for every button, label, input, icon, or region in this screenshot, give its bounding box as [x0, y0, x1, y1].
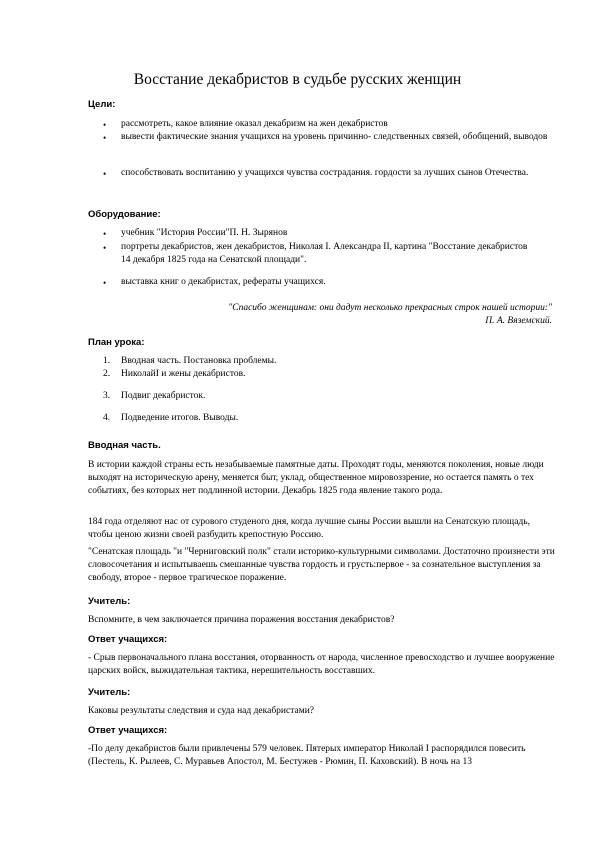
epigraph-author: П. А. Вяземский.: [485, 316, 552, 326]
students-answer-label: Ответ учащихся:: [88, 725, 168, 736]
students-answer-label: Ответ учащихся:: [88, 634, 168, 645]
page-title: Восстание декабристов в судьбе русских женщин: [133, 71, 462, 88]
students-answer-2: -По делу декабристов были привлечены 579 человек. Пятерых император Николай I распорядился повесить (Пестель, К. Рылеев, С. Муравьев Апостол, М. Бестужев - Рюмин, П. Каховский). В ночь на 13: [88, 744, 526, 767]
plan-item-number: 3.: [103, 391, 111, 401]
epigraph-quote: "Спасибо женщинам: они дадут несколько прекрасных строк нашей истории:": [228, 303, 552, 313]
plan-item-number: 1.: [103, 356, 111, 366]
goal-item-1: рассмотреть, какое влияние оказал декабризм на жен декабристов: [121, 119, 388, 129]
teacher-label: Учитель:: [88, 687, 131, 698]
plan-item-3: Подвиг декабристок.: [121, 391, 206, 401]
goals-heading: Цели:: [88, 99, 116, 110]
teacher-question-2: Каковы результаты следствия и суда над декабристами?: [88, 706, 315, 716]
plan-item-1: Вводная часть. Постановка проблемы.: [121, 356, 277, 366]
teacher-label: Учитель:: [88, 596, 131, 607]
bullet-icon: •: [103, 229, 107, 239]
bullet-icon: •: [103, 169, 107, 179]
plan-item-number: 2.: [103, 369, 111, 379]
equipment-item-2: портреты декабристов, жен декабристов, Николая I. Александра II, картина "Восстание декабристов 14 декабря 1825 года на Сенатской площади".: [121, 242, 528, 265]
equipment-heading: Оборудование:: [88, 209, 161, 220]
goal-item-2: вывести фактические знания учащихся на уровень причинно- следственных связей, обобщений, выводов: [121, 132, 548, 142]
bullet-icon: •: [103, 133, 107, 143]
intro-paragraph-1: В истории каждой страны есть незабываемые памятные даты. Проходят годы, меняются поколения, новые люди выходят на историческую арену, меняется быт, уклад, общественное мировоззрение, но остается память о тех событиях, без которых нет подлинной истории. Декабрь 1825 года явление такого рода.: [88, 460, 544, 496]
intro-heading: Вводная часть.: [88, 440, 161, 451]
plan-item-number: 4.: [103, 413, 111, 423]
plan-heading: План урока:: [88, 337, 145, 348]
bullet-icon: •: [103, 120, 107, 130]
bullet-icon: •: [103, 243, 107, 253]
equipment-item-3: выставка книг о декабристах, рефераты учащихся.: [121, 277, 326, 287]
plan-item-4: Подведение итогов. Выводы.: [121, 413, 239, 423]
plan-item-2: НиколайI и жены декабристов.: [121, 369, 246, 379]
teacher-question-1: Вспомните, в чем заключается причина поражения восстания декабристов?: [88, 615, 395, 625]
intro-paragraph-2: 184 года отделяют нас от сурового студеного дня, когда лучшие сыны России вышли на Сенатскую площадь, чтобы ценою жизни своей разбудить крепостную Россию.: [88, 517, 530, 540]
equipment-item-1: учебник "История России"П. Н. Зырянов: [121, 228, 288, 238]
students-answer-1: - Срыв первоначального плана восстания, оторванность от народа, численное превосходство и лучшее вооружение царских войск, выжидательная тактика, нерешительность восставших.: [88, 653, 555, 676]
bullet-icon: •: [103, 278, 107, 288]
goal-item-3: способствовать воспитанию у учащихся чувства сострадания. гордости за лучших сынов Отечества.: [121, 168, 529, 178]
intro-paragraph-3: "Сенатская площадь "и "Черниговский полк" стали историко-культурными символами. Достаточно произнести эти словосочетания и испытываешь смешанные чувства гордость и грусть:первое - за сознательное выступления за свободу, второе - первое трагическое поражение.: [88, 547, 555, 583]
